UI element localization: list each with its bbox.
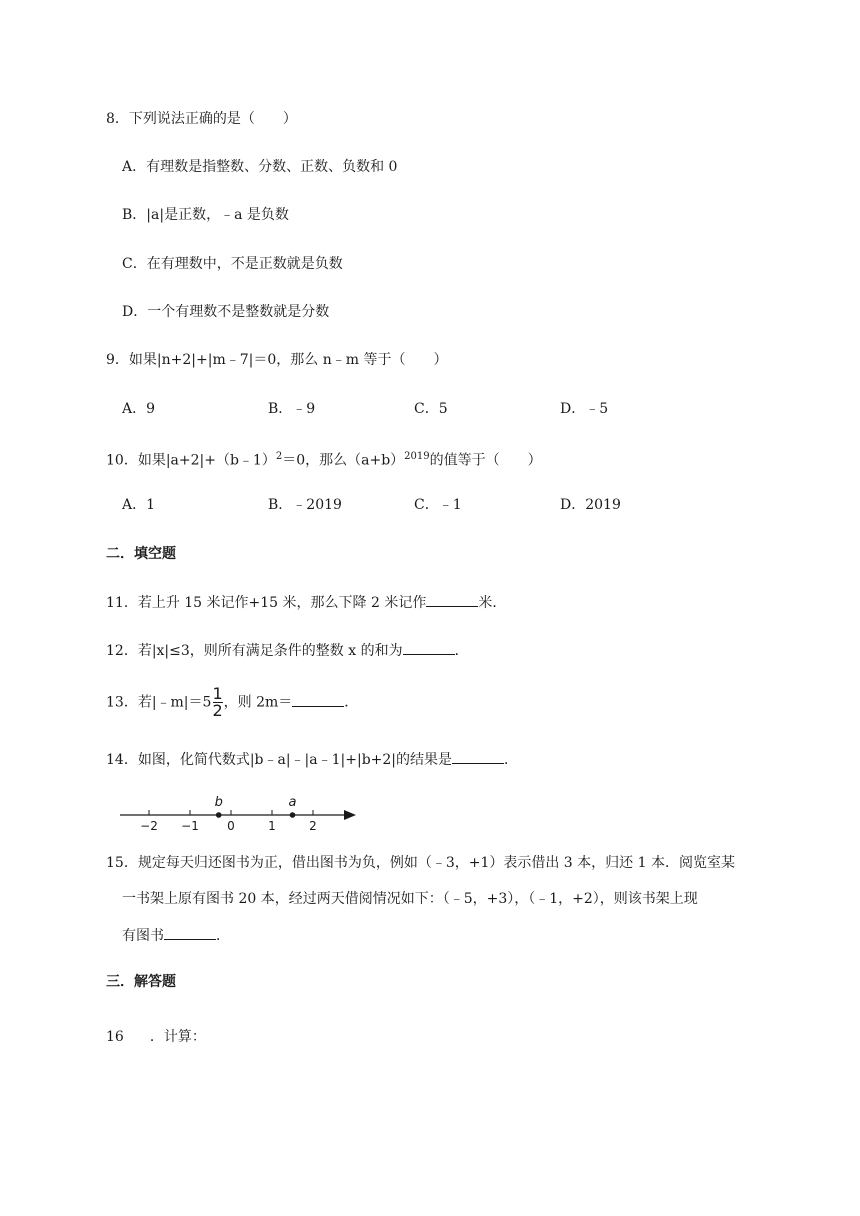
q15-line-2: 一书架上原有图书 20 本，经过两天借阅情况如下：（﹣5，+3），（﹣1，+2），则该书架上现 <box>122 891 698 907</box>
q16-text: ．计算： <box>149 1029 206 1045</box>
q10-exponent-2019: 2019 <box>404 451 430 462</box>
q10-stem-part-a: 10．如果|a+2|+（b﹣1） <box>106 452 276 469</box>
q8-stem: 8．下列说法正确的是（ ） <box>106 111 297 127</box>
q9-option-b: B．﹣9 <box>268 401 316 417</box>
section-fill-in-heading: 二．填空题 <box>106 546 176 562</box>
q11-answer-blank <box>426 592 478 607</box>
number-line-tick-label: 1 <box>268 819 276 833</box>
q14 <box>106 749 518 770</box>
q10-options <box>122 495 742 515</box>
q15-line-3 <box>122 925 230 946</box>
number-line-figure <box>118 792 368 836</box>
q12-suffix: ． <box>454 643 469 659</box>
q14-suffix: ． <box>504 752 519 768</box>
number-line-point-label-a: a <box>288 795 297 810</box>
q8-option-a: A．有理数是指整数、分数、正数、负数和 0 <box>122 159 398 175</box>
q11-suffix: 米． <box>478 595 507 611</box>
q11-text: 11．若上升 15 米记作+15 米，那么下降 2 米记作 <box>106 595 427 611</box>
q12-answer-blank <box>403 640 455 655</box>
q14-text: 14．如图，化简代数式|b﹣a|﹣|a﹣1|+|b+2|的结果是 <box>106 752 453 768</box>
number-line-tick-label: 2 <box>309 819 317 833</box>
q13-denominator: 2 <box>212 701 223 720</box>
q15-line-1: 15．规定每天归还图书为正，借出图书为负，例如（﹣3，+1）表示借出 3 本，归还 1 本．阅览室某 <box>106 855 735 871</box>
q10-stem-part-c: 的值等于（ ） <box>429 452 542 469</box>
number-line-point-b <box>216 812 222 818</box>
q10-option-a: A．1 <box>122 497 156 513</box>
number-line-point-a <box>290 812 296 818</box>
q10-option-c: C．﹣1 <box>414 497 462 513</box>
q13-suffix: ． <box>344 694 359 711</box>
q12 <box>106 640 469 661</box>
q15-text: 有图书 <box>122 928 164 944</box>
number-line-tick-label: 0 <box>227 819 235 833</box>
number-line-tick-label: −1 <box>181 819 199 833</box>
q9-stem: 9．如果|n+2|+|m﹣7|＝0，那么 n﹣m 等于（ ） <box>106 352 448 368</box>
q9-option-a: A．9 <box>122 401 156 417</box>
q8-option-c: C．在有理数中，不是正数就是负数 <box>122 256 343 272</box>
q10-stem-part-b: ＝0，那么（a+b） <box>282 452 405 469</box>
q14-answer-blank <box>452 749 504 764</box>
q9-option-d: D．﹣5 <box>560 401 609 417</box>
q16-number: 16 <box>106 1029 124 1045</box>
q13-answer-blank <box>292 692 344 707</box>
q10-option-d: D．2019 <box>560 497 621 513</box>
number-line-tick-label: −2 <box>140 819 158 833</box>
q9-options <box>122 399 742 419</box>
q16 <box>106 1027 206 1047</box>
q12-text: 12．若|x|≤3，则所有满足条件的整数 x 的和为 <box>106 643 403 659</box>
q13-numerator: 1 <box>212 684 223 703</box>
number-line-point-label-b: b <box>214 795 223 810</box>
q13-text: 13．若|﹣m|＝5 <box>106 694 212 711</box>
number-line-arrow <box>344 810 356 820</box>
q9-option-c: C．5 <box>414 401 448 417</box>
q10-option-b: B．﹣2019 <box>268 497 342 513</box>
q10-stem <box>106 447 542 471</box>
q15-suffix: ． <box>216 928 230 944</box>
q11 <box>106 592 506 613</box>
section-solve-heading: 三．解答题 <box>106 974 176 990</box>
q13-text-b: ，则 2m＝ <box>223 694 293 711</box>
q8-option-b: B．|a|是正数，﹣a 是负数 <box>122 207 289 223</box>
q13-fraction <box>212 686 222 719</box>
q15-answer-blank <box>164 925 216 940</box>
q13 <box>106 686 358 719</box>
q8-option-d: D．一个有理数不是整数就是分数 <box>122 304 330 320</box>
q10-exponent-2: 2 <box>275 451 283 462</box>
